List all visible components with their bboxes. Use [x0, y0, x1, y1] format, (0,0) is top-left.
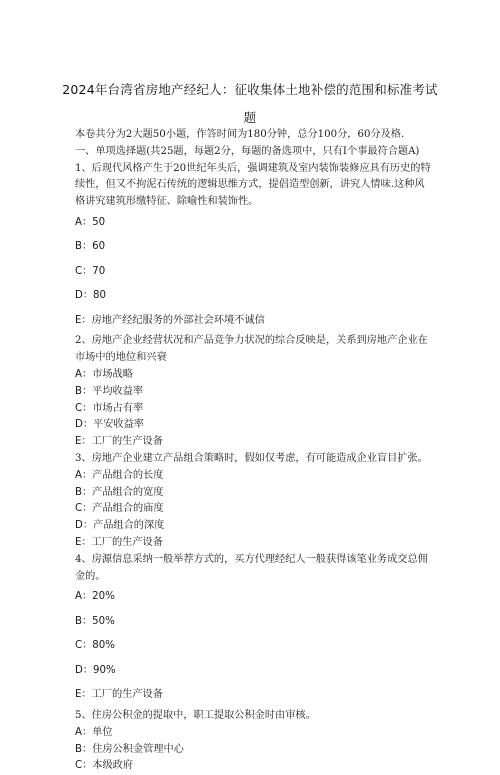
option-c: C：产品组合的庙度	[75, 503, 164, 515]
option-d: D：90%	[75, 664, 116, 676]
option-d: D：产品组合的深度	[75, 520, 165, 532]
option-c: C：70	[75, 265, 106, 277]
option-e: E：工厂的生产设备	[75, 689, 163, 701]
question-2	[75, 333, 435, 451]
option-c: C：80%	[75, 640, 115, 652]
section-heading: 一、单项选择题(共25题，每题2分，每题的备选项中，只有I个事最符合题A)	[75, 145, 420, 157]
question-text: 3、房地产企业建立产品组合策略时，假如仅考虑，有可能造成企业盲目扩张。	[75, 453, 428, 465]
question-text: 5、住房公积金的提取中，职工提取公积金时由审核。	[75, 709, 316, 721]
doc-body	[75, 127, 435, 775]
question-text: 金的。	[75, 570, 106, 582]
option-a: A：市场战略	[75, 369, 133, 381]
option-a: A：产品组合的长度	[75, 469, 164, 481]
question-5	[75, 708, 435, 775]
question-text: 4、房源信息采纳一般举荐方式的，买方代理经纪人一般获得该笔业务成交总佣	[75, 553, 428, 565]
option-b: B：50%	[75, 615, 115, 627]
option-e: E：工厂的生产设备	[75, 436, 163, 448]
option-a: A：单位	[75, 726, 113, 738]
question-text: 1、后现代风格产生于20世纪年头后，强调建筑及室内装饰装修应具有历史的特	[75, 162, 431, 174]
option-e: E：工厂的生产设备	[75, 537, 163, 549]
option-b: B：60	[75, 241, 106, 253]
option-b: B：产品组合的宽度	[75, 486, 164, 498]
option-a: A：50	[75, 216, 106, 228]
question-text: 续性，但又不拘泥石传统的逻辑思维方式，提倡造型创新，讲究人情味.这种风	[75, 179, 425, 191]
question-text: 市场中的地位和兴衰	[75, 352, 167, 364]
intro-text: 本卷共分为2大题50小题，作答时间为180分钟，总分100分，60分及格.	[75, 129, 405, 140]
option-b: B：平均收益率	[75, 385, 144, 397]
option-c: C：市场占有率	[75, 402, 144, 414]
option-d: D：80	[75, 290, 106, 302]
question-text: 格讲究建筑形缴特征、除喻性和装饰性。	[75, 196, 259, 208]
option-b: B：住房公积金管理中心	[75, 743, 184, 755]
doc-title-line2: 题	[243, 110, 257, 125]
option-a: A：20%	[75, 591, 115, 603]
option-e: E：房地产经纪服务的外部社会环境不诚信	[75, 314, 265, 326]
question-4	[75, 552, 435, 708]
option-c: C：本级政府	[75, 760, 134, 772]
question-text: 2、房地产企业经营状况和产品竞争力状况的综合反映是，关系到房地产企业在	[75, 335, 428, 347]
question-3	[75, 451, 435, 552]
question-1	[75, 161, 435, 334]
option-d: D：平安收益率	[75, 419, 144, 431]
doc-title-line1: 2024年台湾省房地产经纪人：征收集体土地补偿的范围和标准考试	[62, 82, 438, 97]
